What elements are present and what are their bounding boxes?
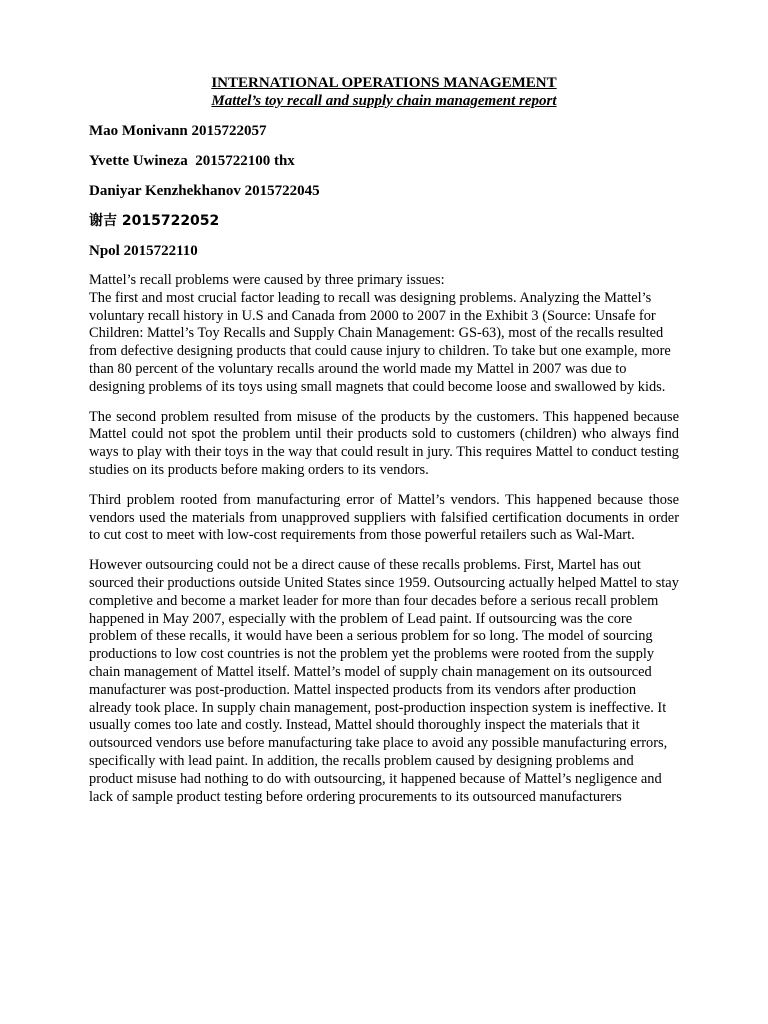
intro-paragraph: Mattel’s recall problems were caused by three primary issues:	[89, 272, 445, 288]
document-title: INTERNATIONAL OPERATIONS MANAGEMENT	[211, 75, 557, 91]
author-line: Mao Monivann 2015722057	[89, 123, 267, 139]
third-problem-paragraph: Third problem rooted from manufacturing error of Mattel’s vendors. This happened because those vendors used the materials from unapproved suppliers with falsified certification documents in order to cut cost to meet with low-cost requirements from those powerful retailers such as Wal-Mart.	[89, 491, 679, 544]
document-page	[89, 74, 679, 818]
first-problem-paragraph: The first and most crucial factor leading to recall was designing problems. Analyzing the Mattel’s voluntary recall history in U.S and Canada from 2000 to 2007 in the Exhibit 3 (Source: Unsafe for Children: Mattel’s Toy Recalls and Supply Chain Management: GS-63), most of the recalls resulted from defective designing products that could cause injury to children. To take but one example, more than 80 percent of the voluntary recalls around the world made my Mattel in 2007 was due to designing problems of its toys using small magnets that could become loose and swallowed by kids.	[89, 289, 671, 395]
author-line: Daniyar Kenzhekhanov 2015722045	[89, 183, 320, 199]
author-line: Yvette Uwineza 2015722100 thx	[89, 153, 295, 169]
second-problem-paragraph: The second problem resulted from misuse of the products by the customers. This happened because Mattel could not spot the problem until their products sold to customers (children) who always find ways to play with their toys in the way that could result in jury. This requires Mattel to conduct testing studies on its products before making orders to its vendors.	[89, 408, 679, 478]
document-subtitle: Mattel’s toy recall and supply chain management report	[211, 93, 557, 109]
author-line: 谢吉 2015722052	[89, 213, 220, 229]
outsourcing-paragraph: However outsourcing could not be a direct cause of these recalls problems. First, Martel has out sourced their productions outside United States since 1959. Outsourcing actually helped Mattel to stay completive and become a market leader for more than four decades before a serious recall problem happened in May 2007, especially with the problem of Lead paint. If outsourcing was the core problem of these recalls, it would have been a serious problem for so long. The model of sourcing productions to low cost countries is not the problem yet the problems were rooted from the supply chain management of Mattel itself. Mattel’s model of supply chain management on its outsourced manufacturer was post-production. Mattel inspected products from its vendors after production already took place. In supply chain management, post-production inspection system is ineffective. It usually comes too late and costly. Instead, Mattel should thoroughly inspect the materials that it outsourced vendors use before manufacturing take place to avoid any possible manufacturing errors, specifically with lead paint. In addition, the recalls problem caused by designing problems and product misuse had nothing to do with outsourcing, it happened because of Mattel’s negligence and lack of sample product testing before ordering procurements to its outsourced manufacturers	[89, 557, 679, 805]
author-line: Npol 2015722110	[89, 243, 198, 259]
